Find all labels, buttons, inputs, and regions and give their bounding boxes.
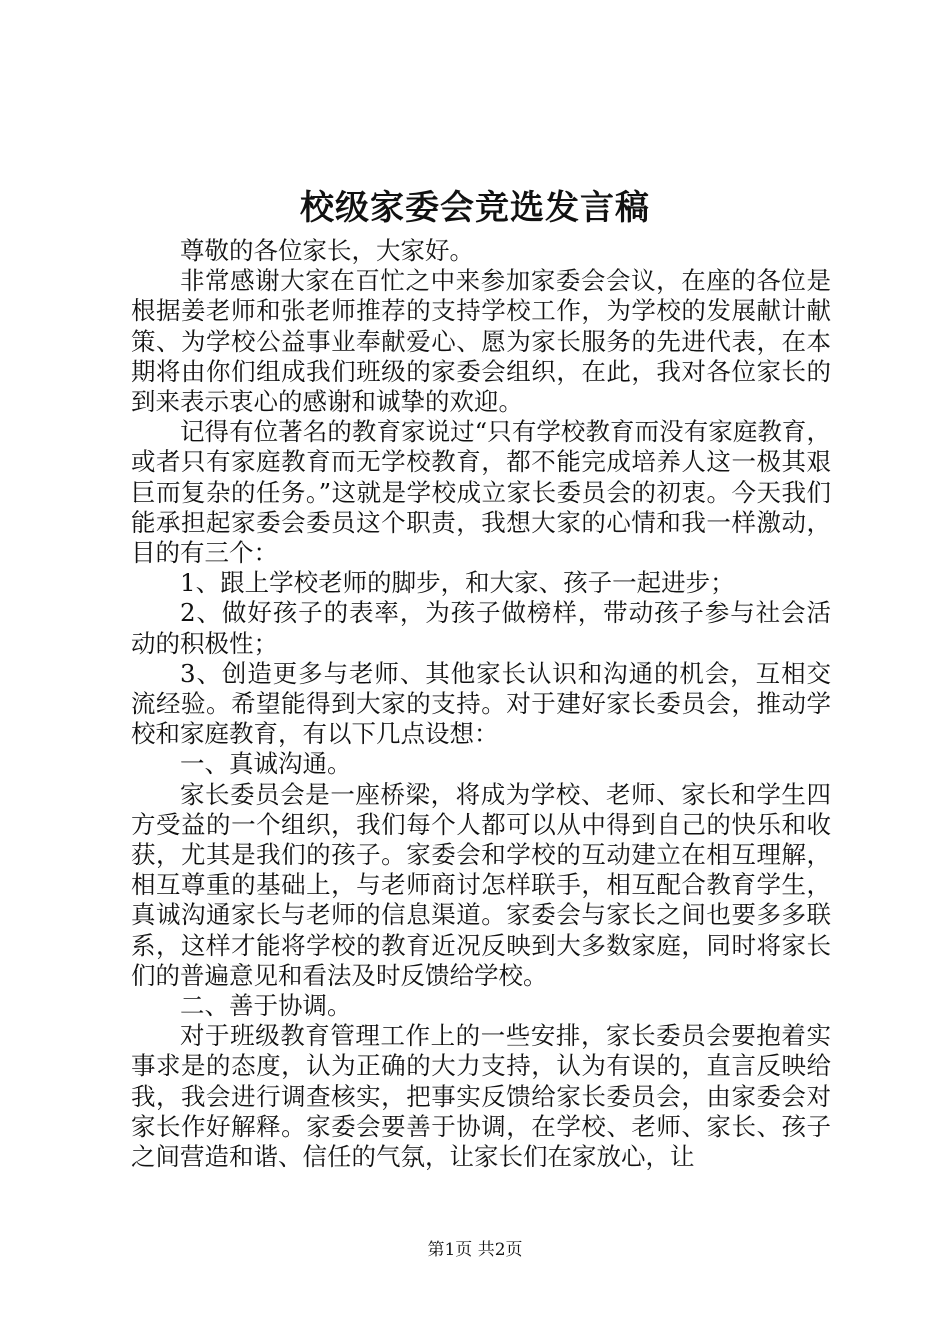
section-heading-2: 二、善于协调。 (180, 991, 352, 1021)
paragraph-thanks: 非常感谢大家在百忙之中来参加家委会会议，在座的各位是根据姜老师和张老师推荐的支持学校工作，为学校的发展献计献策、为学校公益事业奉献爱心、愿为家长服务的先进代表，在本期将由你们组成我们班级的家委会组织，在此，我对各位家长的到来表示衷心的感谢和诚挚的欢迎。 (131, 266, 831, 417)
paragraph-goal-3: 3、创造更多与老师、其他家长认识和沟通的机会，互相交流经验。希望能得到大家的支持。对于建好家长委员会，推动学校和家庭教育，有以下几点设想： (131, 658, 831, 749)
paragraph-section-2: 对于班级教育管理工作上的一些安排，家长委员会要抱着实事求是的态度，认为正确的大力支持，认为有误的，直言反映给我，我会进行调查核实，把事实反馈给家长委员会，由家委会对家长作好解释。家委会要善于协调，在学校、老师、家长、孩子之间营造和谐、信任的气氛，让家长们在家放心，让 (131, 1021, 831, 1172)
paragraph-goal-1: 1、跟上学校老师的脚步，和大家、孩子一起进步； (180, 568, 735, 598)
paragraph-section-1: 家长委员会是一座桥梁，将成为学校、老师、家长和学生四方受益的一个组织，我们每个人都可以从中得到自己的快乐和收获，尤其是我们的孩子。家委会和学校的互动建立在相互理解，相互尊重的基础上，与老师商讨怎样联手，相互配合教育学生，真诚沟通家长与老师的信息渠道。家委会与家长之间也要多多联系，这样才能将学校的教育近况反映到大多数家庭，同时将家长们的普遍意见和看法及时反馈给学校。 (131, 779, 831, 990)
paragraph-goal-2: 2、做好孩子的表率，为孩子做榜样，带动孩子参与社会活动的积极性； (131, 598, 831, 658)
paragraph-quote: 记得有位著名的教育家说过“只有学校教育而没有家庭教育，或者只有家庭教育而无学校教育，都不能完成培养人这一极其艰巨而复杂的任务。”这就是学校成立家长委员会的初衷。今天我们能承担起家委会委员这个职责，我想大家的心情和我一样激动，目的有三个： (131, 417, 831, 568)
document-body (131, 236, 831, 1172)
document-title: 校级家委会竞选发言稿 (300, 188, 650, 228)
paragraph-greeting: 尊敬的各位家长，大家好。 (180, 236, 474, 265)
page-footer: 第1页 共2页 (427, 1240, 523, 1260)
section-heading-1: 一、真诚沟通。 (180, 749, 352, 779)
